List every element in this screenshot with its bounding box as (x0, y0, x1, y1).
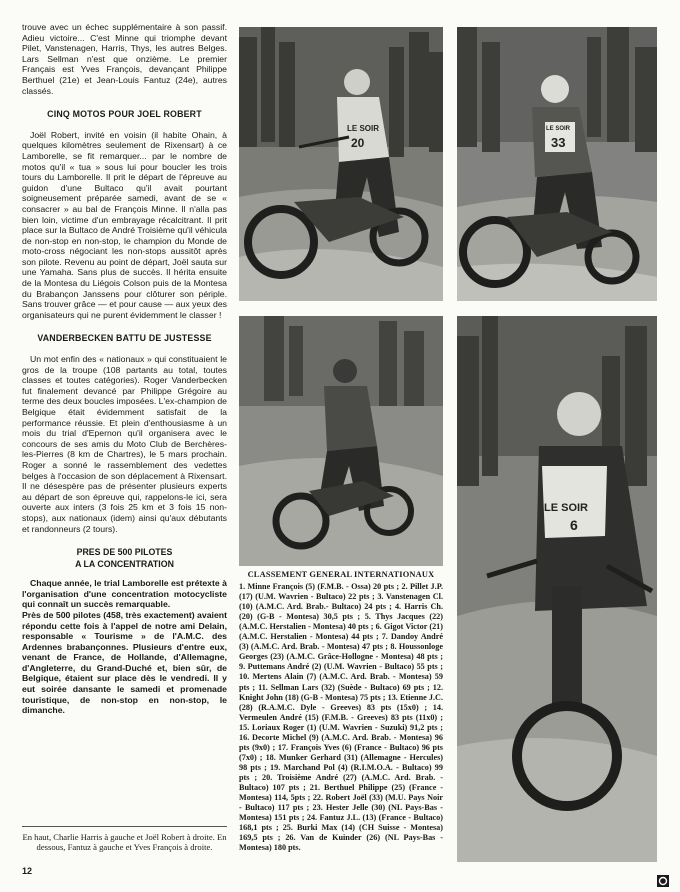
heading-concentration-line1: PRES DE 500 PILOTES (76, 547, 173, 558)
heading-vanderbecken: VANDERBECKEN BATTU DE JUSTESSE (37, 333, 212, 344)
article-column (22, 22, 227, 716)
page-number: 12 (22, 866, 33, 876)
heading-concentration-line2: A LA CONCENTRATION (75, 559, 174, 570)
bib-number-harris: 20 (351, 136, 365, 150)
article-intro: trouve avec un échec supplémentaire à son passif. Adieu victoire... C'est Minne qui triomphe devant Pilet, Vanstenagen, Harris, Thys, les autres Belges. Lars Sellman n'est que onzième. Le premier Français est Yves François, devançant Philippe Berthuel (21e) et Jean-Louis Fantuz (24e), autres classés. (22, 22, 227, 96)
bib-label-robert: LE SOIR (546, 126, 571, 132)
bib-number-robert: 33 (551, 135, 566, 150)
heading-concentration (22, 546, 227, 570)
photo-harris (239, 27, 443, 301)
photo-robert (457, 27, 657, 301)
corner-emblem-icon (657, 874, 669, 886)
bib-label-harris: LE SOIR (347, 124, 380, 133)
article-paragraph-vanderbecken: Un mot enfin des « nationaux » qui constituaient le gros de la troupe (108 partants au total, toutes classes et toutes catégories). Roger Vanderbecken fut finalement devancé par Philippe Grégoire au terme des deux boucles imposées. L'ex-champion de Belgique était évidemment satisfait de la performance réussie. Et plein d'enthousiasme à un mois du trial d'Epernon qu'il organisera avec le concours de ses amis du Moto Club de Berchères-les-Pierres (8 km de Chartres), le 5 mars prochain. Roger a sonné le rassemblement des vedettes belges à l'occasion de son déplacement à Rixensart. Il ne désespère pas de présenter plusieurs experts au départ de son épreuve qui, rappelons-le ici, sera ouverte aux inters (3 fois 25 km et 3 fois 15 non-stops), aux nationaux (idem) ainsi qu'aux débutants et randonneurs (2 tours). (22, 354, 227, 534)
photo-francois (457, 316, 657, 862)
bib-number-francois: 6 (570, 517, 578, 533)
article-paragraph-concentration-1: Chaque année, le trial Lamborelle est prétexte à l'organisation d'une concentration motocycliste qui connaît un succès remarquable. (22, 578, 227, 610)
classement-title: CLASSEMENT GENERAL INTERNATIONAUX (247, 570, 435, 579)
photo-caption: En haut, Charlie Harris à gauche et Joël Robert à droite. En dessous, Fantuz à gauche et Yves François à droite. (22, 832, 227, 853)
article-paragraph-concentration-2: Près de 500 pilotes (458, très exactement) avaient répondu cette fois à l'appel de notre ami Delain, responsable « Tourisme » de l'A.M.C. des Ardennes brabançonnes. Plusieurs d'entre eux, venant de France, de Hollande, d'Allemagne, d'Angleterre, du Grand-Duché et, bien sûr, de Belgique, étaient sur place dès le vendredi. Il y eut soirée dansante le samedi et promenade touristique, de non-stop en non-stop, le dimanche. (22, 609, 227, 716)
article-paragraph-robert: Joël Robert, invité en voisin (il habite Ohain, à quelques kilomètres seulement de Rixensart) à ce Lamborelle, se fit remarquer... par le nombre de motos qu'il « tua » sous lui pour boucler les trois tours du Lamborelle. Il prit le départ de l'épreuve au guidon d'une Bultaco qu'il avait pourtant soigneusement préparée samedi, avant de se « consacrer » au bal de François Minne. Il n'alla pas bien loin, victime d'un embrayage récalcitrant. Il prit place sur la Bultaco de André Troisième qu'il véhicula de non-stop en non-stop, le champion du Monde de moto-cross négociant les non-stops aussitôt après son pilote. Revenu au point de départ, Joël sauta sur une Yamaha. Sans plus de succès. Il hérita ensuite de la Montesa du Liégois Colson puis de la Montesa du Brabançon Janssens pour clôturer son périple. Sans trouver grâce — et pour cause — aux yeux des organisateurs qui ne purent évidemment le classer ! (22, 129, 227, 320)
classement-body: 1. Minne François (5) (F.M.B. - Ossa) 20 pts ; 2. Pillet J.P. (17) (U.M. Wavrien - Bultaco) 22 pts ; 3. Vanstenagen Cl. (10) (A.M.C. Ard. Brab.- Bultaco) 24 pts ; 4. Harris Ch. (20) (G-B - Montesa) 30,5 pts ; 5. Thys Jacques (22) (A.M.C. Herstalien - Montesa) 40 pts ; 6. Gigot Victor (21) (A.M.C. Herstalien - Montesa) 44 pts ; 7. Dandoy André (3) (A.M.C. Ard. Brab. - Montesa) 47 pts ; 8. Houssonloge Georges (23) (A.M.C. Grâce-Hollogne - Montesa) 48 pts ; 9. Puttemans André (2) (U.M. Wavrien - Bultaco) 55 pts ; 10. Mertens Alain (7) (A.M.C. Ard. Brab. - Montesa) 59 pts ; 11. Sellman Lars (32) (Suède - Bultaco) 69 pts ; 12. Knight John (18) (G-B - Montesa) 75 pts ; 13. Etienne J.C. (28) (R.A.M.C. Dyle - Greeves) 83 pts (15x0) ; 14. Vermeulen André (15) (F.M.B. - Greeves) 83 pts (11x0) ; 15. Loriaux Roger (1) (U.M. Wavrien - Suzuki) 91,2 pts ; 16. Decorte Michel (9) (A.M.C. Ard. Brab. - Montesa) 96 pts (9x0) ; 17. François Yves (6) (France - Bultaco) 96 pts (7x0) ; 18. Munker Gerhard (31) (Allemagne - Hercules) 98 pts ; 19. Marchand Pol (4) (R.I.M.O.A. - Bultaco) 99 pts ; 20. Troisième André (27) (A.M.C. Ard. Brab. - Bultaco) 107 pts ; 21. Berthuel Philippe (25) (France - Montesa) 114, 5pts ; 22. Robert Joël (33) (M.U. Pays Noir - Bultaco) 117 pts ; 23. Hester Jelle (30) (NL Pays-Bas - Montesa) 151 pts ; 24. Fantuz J.L. (13) (France - Bultaco) 168,1 pts ; 25. Burki Max (14) (CH Suisse - Montesa) 169,5 pts ; 26. Van de Kuinder (26) (NL Pays-Bas - Montesa) 180 pts. (239, 582, 443, 853)
heading-cinq-motos: CINQ MOTOS POUR JOEL ROBERT (47, 109, 202, 120)
photo-fantuz (239, 316, 443, 566)
bib-label-francois: LE SOIR (544, 502, 589, 514)
caption-divider (22, 826, 227, 827)
classement-general (239, 570, 443, 853)
